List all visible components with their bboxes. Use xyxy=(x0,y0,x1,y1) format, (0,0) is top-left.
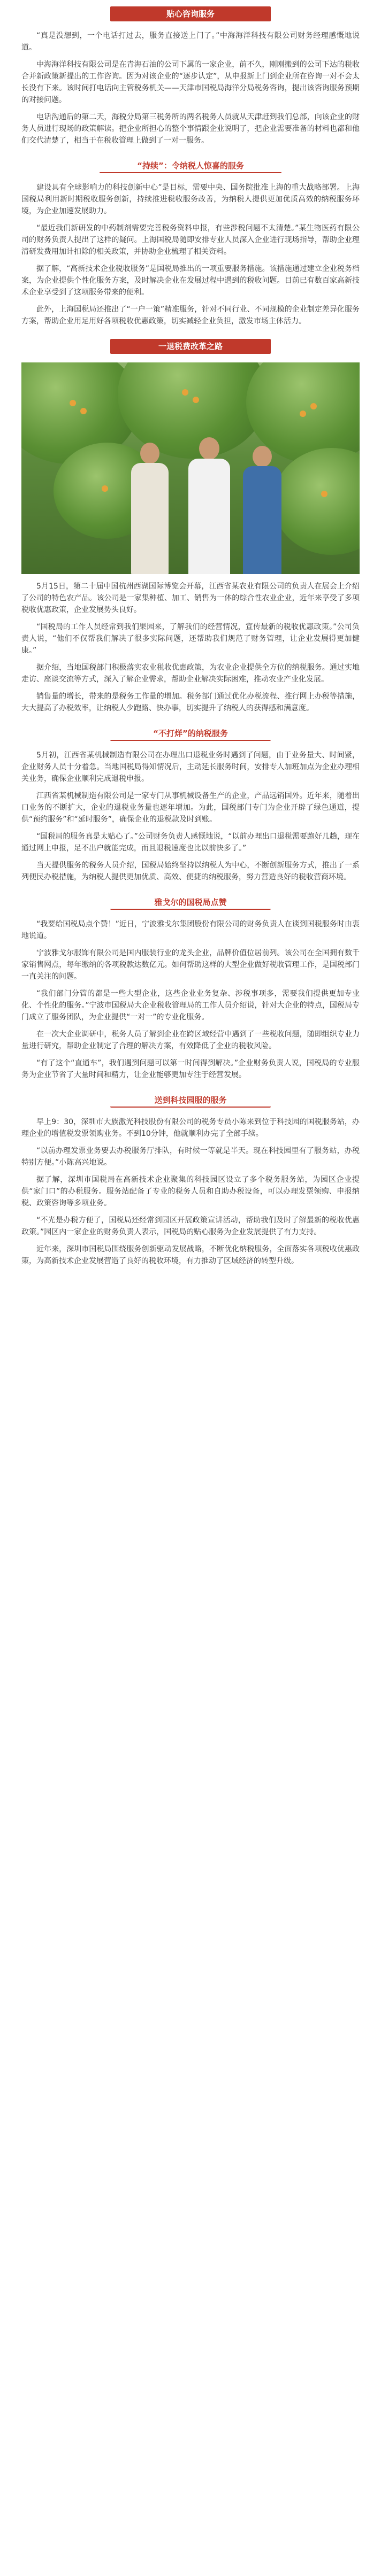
paragraph: 销售量的增长，带来的是税务工作量的增加。税务部门通过优化办税流程、推行网上办税等措施，大大提高了办税效率，让纳税人少跑路、快办事，切实提升了纳税人的获得感和满意度。 xyxy=(21,692,360,713)
paragraph: 电话沟通后的第二天，海税分局第三税务所的两名税务人员就从天津赶到我们总部，向该企业的财务人员进行现场的政策解读。把企业所担心的整个事情跟企业说明了，把企业需要准备的材料也都和他们交代清楚了，相当于在税收管理上做到了一对一服务。 xyxy=(21,113,360,145)
paragraph: “真是没想到，一个电话打过去，服务直接送上门了。”中海海洋科技有限公司财务经理感慨地说道。 xyxy=(21,32,360,52)
paragraph: “有了这个“直通车”，我们遇到问题可以第一时间得到解决。”企业财务负责人说，国税局的专业服务为企业节省了大量时间和精力，让企业能够更加专注于经营发展。 xyxy=(21,1059,360,1079)
article-section xyxy=(21,1093,360,1267)
paragraph: 此外，上海国税局还推出了“一户一策”精准服务，针对不同行业、不同规模的企业制定差异化服务方案，帮助企业用足用好各项税收优惠政策，切实减轻企业负担，激发市场主体活力。 xyxy=(21,305,360,326)
paragraph: 建设具有全球影响力的科技创新中心”是目标，需要中央、国务院批准上海的重大战略部署。上海国税局利用新时期税收服务创新，持续推进税收服务改善，为纳税人提供更加优质高效的纳税服务环境，为企业加速发展助力。 xyxy=(21,183,360,215)
orchard-photo xyxy=(21,362,360,574)
section-title: 雅戈尔的国税局点赞 xyxy=(110,895,271,910)
article-section xyxy=(21,339,360,714)
paragraph: 据了解，“高新技术企业税收服务”是国税局推出的一项重要服务措施。该措施通过建立企业税务档案，为企业提供个性化服务方案，及时解决企业在发展过程中遇到的税收问题。目前已有数百家高新技术企业享受到了这项服务带来的便利。 xyxy=(21,265,360,297)
paragraph: “不光是办税方便了，国税局还经常到园区开展政策宣讲活动，帮助我们及时了解最新的税收优惠政策。”园区内一家企业的财务负责人表示，国税局的贴心服务为企业发展提供了有力支持。 xyxy=(21,1216,360,1236)
article-section xyxy=(21,726,360,883)
section-title: 送到科技园服的服务 xyxy=(110,1093,271,1108)
paragraph: “国税局的工作人员经常到我们果园来，了解我们的经营情况，宣传最新的税收优惠政策。”公司负责人说，“他们不仅帮我们解决了很多实际问题，还帮助我们规范了财务管理，让企业发展得更加健康。” xyxy=(21,623,360,655)
paragraph: 宁波雅戈尔服饰有限公司是国内服装行业的龙头企业，品牌价值位居前列。该公司在全国拥有数千家销售网点，每年缴纳的各项税款达数亿元。如何帮助这样的大型企业做好税收管理工作，是国税部门一直关注的问题。 xyxy=(21,949,360,981)
article-section xyxy=(21,6,360,146)
paragraph: 早上9：30，深圳市大族激光科技股份有限公司的税务专员小陈来到位于科技园的国税服务站，办理企业的增值税发票领购业务。不到10分钟，他就顺利办完了全部手续。 xyxy=(21,1118,360,1138)
paragraph: “国税局的服务真是太贴心了。”公司财务负责人感慨地说，“以前办理出口退税需要跑好几趟，现在通过网上申报，足不出户就能完成，而且退税速度也比以前快多了。” xyxy=(21,832,360,853)
paragraph: “我们部门分管的都是一些大型企业，这些企业业务复杂、涉税事项多，需要我们提供更加专业化、个性化的服务。”宁波市国税局大企业税收管理局的工作人员介绍说，针对大企业的特点，国税局专门成立了服务团队，为企业提供“一对一”的专业化服务。 xyxy=(21,989,360,1022)
paragraph: 当天提供服务的税务人员介绍，国税局始终坚持以纳税人为中心，不断创新服务方式，推出了一系列便民办税措施，为纳税人提供更加优质、高效、便捷的纳税服务，努力营造良好的税收营商环境。 xyxy=(21,861,360,881)
section-title: “持续”：令纳税人惊喜的服务 xyxy=(100,158,281,173)
footer-spacer xyxy=(21,1279,360,1289)
section-title: 一退税费改革之路 xyxy=(110,339,271,354)
paragraph: 据介绍，当地国税部门积极落实农业税收优惠政策，为农业企业提供全方位的纳税服务。通过实地走访、座谈交流等方式，深入了解企业需求，帮助企业解决实际困难，推动农业产业化发展。 xyxy=(21,663,360,684)
paragraph: 近年来，深圳市国税局围绕服务创新驱动发展战略，不断优化纳税服务，全面落实各项税收优惠政策，为高新技术企业发展营造了良好的税收环境，有力推动了区域经济的转型升级。 xyxy=(21,1245,360,1265)
paragraph: 据了解，深圳市国税局在高新技术企业聚集的科技园区设立了多个税务服务站，为园区企业提供“家门口”的办税服务。服务站配备了专业的税务人员和自助办税设备，可以办理发票领购、申报纳税、政策咨询等多项业务。 xyxy=(21,1175,360,1208)
paragraph: 5月初，江西省某机械制造有限公司在办理出口退税业务时遇到了问题，由于业务量大、时间紧，企业财务人员十分着急。当地国税局得知情况后，主动延长服务时间，安排专人加班加点为企业办理相关业务，确保企业顺利完成退税申报。 xyxy=(21,751,360,783)
section-title: “不打烊”的纳税服务 xyxy=(110,726,271,741)
paragraph: 在一次大企业调研中，税务人员了解到企业在跨区域经营中遇到了一些税收问题，随即组织专业力量进行研究，帮助企业制定了合理的解决方案，有效降低了企业的税收风险。 xyxy=(21,1030,360,1050)
paragraph: “以前办理发票业务要去办税服务厅排队，有时候一等就是半天。现在科技园里有了服务站，办税特别方便。”小陈高兴地说。 xyxy=(21,1147,360,1167)
paragraph: 江西省某机械制造有限公司是一家专门从事机械设备生产的企业，产品远销国外。近年来，随着出口业务的不断扩大，企业的退税业务量也逐年增加。为此，国税部门专门为企业开辟了绿色通道，提供“预约服务”和“延时服务”，确保企业的退税款及时到账。 xyxy=(21,792,360,824)
paragraph: 5月15日，第二十届中国杭州西湖国际博览会开幕，江西省某农业有限公司的负责人在展会上介绍了公司的特色农产品。该公司是一家集种植、加工、销售为一体的综合性农业企业，近年来享受了多项税收优惠政策，企业发展势头良好。 xyxy=(21,582,360,614)
paragraph: 中海海洋科技有限公司是在青海石油的公司下属的一家企业，前不久，刚刚搬到的公司下达的税收合并新政策新提出的工作咨询。因为对该企业的“逐步认定”，从申报新上门到企业所在咨询一对不会太长没有下来。该时间打电话向主管税务机关——天津市国税局海洋分局税务咨询，提出该咨询服务预期的对接问题。 xyxy=(21,60,360,104)
paragraph: “我要给国税局点个赞！”近日，宁波雅戈尔集团股份有限公司的财务负责人在谈到国税服务时由衷地说道。 xyxy=(21,920,360,940)
article-section xyxy=(21,158,360,327)
section-title: 贴心咨询服务 xyxy=(110,6,271,21)
article-section xyxy=(21,895,360,1081)
paragraph: “最近我们新研发的中药制剂需要完善税务资料申报，有些涉税问题不太清楚。”某生物医药有限公司的财务负责人提出了这样的疑问。上海国税局随即安排专业人员深入企业进行现场指导，帮助企业理清研发费用加计扣除的相关政策，并协助企业梳理了相关资料。 xyxy=(21,224,360,256)
